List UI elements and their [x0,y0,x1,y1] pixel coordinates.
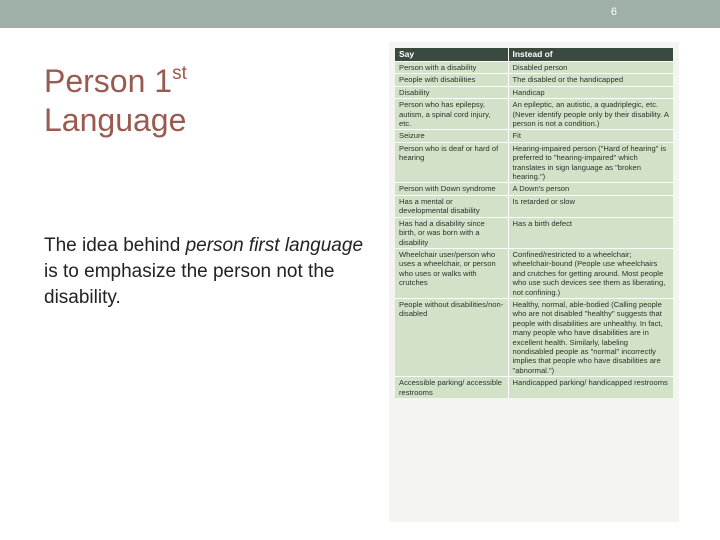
cell-say: People without disabilities/non-disabled [395,298,508,376]
table-row [395,74,673,86]
header-say: Say [395,48,508,62]
cell-say: Person with a disability [395,62,508,74]
cell-say: Accessible parking/ accessible restrooms [395,377,508,398]
table-row [395,99,673,130]
table-row [395,377,673,398]
cell-instead-of: Disabled person [508,62,673,74]
cell-instead-of: Healthy, normal, able-bodied (Calling people who are not disabled "healthy" suggests that people with disabilities are unhealthy. In fact, many people who have disabilities are in excellent health. Similarly, labeling nondisabled people as "normal" incorrectly implies that people who have disabilities are "abnormal.") [508,298,673,376]
body-suffix: is to emphasize the person not the disability. [44,261,335,308]
cell-say: Person who has epilepsy, autism, a spinal cord injury, etc. [395,99,508,130]
cell-instead-of: Hearing-impaired person ("Hard of hearing" is preferred to "hearing-impaired" which translates in sign language as "broken hearing.") [508,142,673,183]
cell-instead-of: The disabled or the handicapped [508,74,673,86]
table-row [395,183,673,195]
cell-say: Has had a disability since birth, or was born with a disability [395,217,508,248]
table-row [395,195,673,217]
cell-say: Person who is deaf or hard of hearing [395,142,508,183]
person-first-language-table [395,48,673,398]
cell-instead-of: Handicapped parking/ handicapped restrooms [508,377,673,398]
header-instead-of: Instead of [508,48,673,62]
title-text-line2: Language [44,102,187,138]
body-prefix: The idea behind [44,235,186,256]
cell-say: Wheelchair user/person who uses a wheelchair, or person who uses or walks with crutches [395,248,508,298]
cell-say: People with disabilities [395,74,508,86]
table-row [395,142,673,183]
table-row [395,248,673,298]
cell-instead-of: Has a birth defect [508,217,673,248]
table-row [395,217,673,248]
table-row [395,298,673,376]
cell-instead-of: An epileptic, an autistic, a quadriplegic, etc. (Never identify people only by their disability. A person is not a condition.) [508,99,673,130]
table-row [395,130,673,142]
cell-instead-of: A Down's person [508,183,673,195]
body-emphasis: person first language [185,235,364,256]
cell-say: Person with Down syndrome [395,183,508,195]
table-header-row [395,48,673,62]
guide-table-image [389,42,679,522]
cell-say: Seizure [395,130,508,142]
slide-number: 6 [610,6,617,18]
cell-instead-of: Confined/restricted to a wheelchair; wheelchair-bound (People use wheelchairs and crutches for getting around. Most people who use such devices see them as liberating, not confining.) [508,248,673,298]
cell-instead-of: Is retarded or slow [508,195,673,217]
cell-say: Disability [395,86,508,98]
slide-title [44,62,187,140]
cell-instead-of: Fit [508,130,673,142]
body-text [44,233,364,311]
table-row [395,86,673,98]
title-superscript: st [172,63,187,84]
top-bar [0,0,720,28]
table-row [395,62,673,74]
cell-instead-of: Handicap [508,86,673,98]
cell-say: Has a mental or developmental disability [395,195,508,217]
title-text: Person 1 [44,63,173,99]
